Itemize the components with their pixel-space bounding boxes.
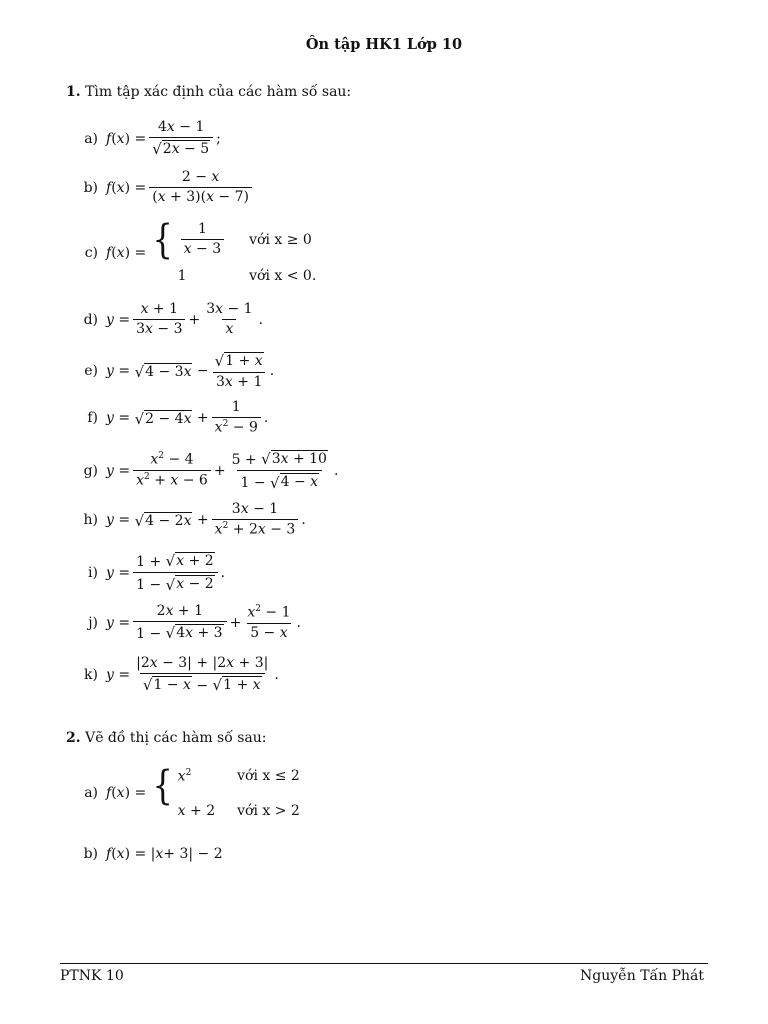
exercise-1k: k) y = |2x − 3| + |2x + 3| √ 1 − x − √ 1 + x .: [84, 655, 279, 695]
section-2-number: 2.: [66, 730, 81, 746]
exercise-1d: d) y = $\frac{x + 1}{3x - 3}$ + $\frac{3x - 1}{x}$ .: [83, 301, 264, 338]
exercise-1f: f) y = √ 2 − 4x + $\frac{1}{x^2 - 9}$ .: [87, 399, 269, 437]
footer-left: PTNK 10: [60, 968, 124, 984]
exercise-1b: b) f ( x ) = $\frac{2 - x}{(x + 3)(x - 7)}$: [76, 170, 255, 206]
cond-ge0: với x ≥ 0: [249, 231, 312, 248]
footer-divider: [60, 963, 708, 964]
cond-lt0: với x < 0.: [249, 267, 317, 284]
section-2-text: Vẽ đồ thị các hàm số sau:: [85, 730, 267, 746]
page-title: Ôn tập HK1 Lớp 10: [305, 36, 463, 53]
exercise-2a: a) f ( x ) = { $x^2$ với x ≤ 2 x + 2 với x > 2: [84, 763, 300, 819]
section-2-heading: [66, 730, 267, 746]
exercise-1h: h) y = √ 4 − 2x + $\frac{3x - 1}{x^2 + 2x - 3}$ .: [83, 501, 306, 539]
cond-gt2: với x > 2: [237, 802, 300, 819]
section-1-text: Tìm tập xác định của các hàm số sau:: [85, 84, 352, 100]
exercise-1e: e) y = √ 4 − 3x − √ 1 + x 3x + 1 .: [84, 352, 275, 391]
exercise-2b: b) f ( x ) = | x + 3| − 2: [83, 846, 223, 862]
exercise-1a: a) f ( x ) = 4x − 1 √ 2x − 5 ;: [84, 119, 221, 159]
cond-le2: với x ≤ 2: [237, 768, 300, 785]
footer-right: Nguyễn Tấn Phát: [579, 968, 704, 984]
exercise-1i: i) y = 1 + √ x + 2 1 − √ x − 2 .: [88, 552, 226, 594]
section-1-number: 1.: [66, 84, 81, 100]
exercise-1j: j) y = 2x + 1 1 − √ 4x + 3 + $\frac{x^2 - 1}{5 - x}$ .: [88, 603, 301, 643]
exercise-1c: c) f ( x ) = { $\frac{1}{x - 3}$ với x ≥ 0 1 với x < 0.: [84, 217, 317, 284]
section-1-heading: [66, 84, 351, 100]
exercise-1g: g) y = $\frac{x^2 - 4}{x^2 + x - 6}$ + 5 + √ 3x + 10 1 − √ 4 − x .: [83, 450, 339, 492]
